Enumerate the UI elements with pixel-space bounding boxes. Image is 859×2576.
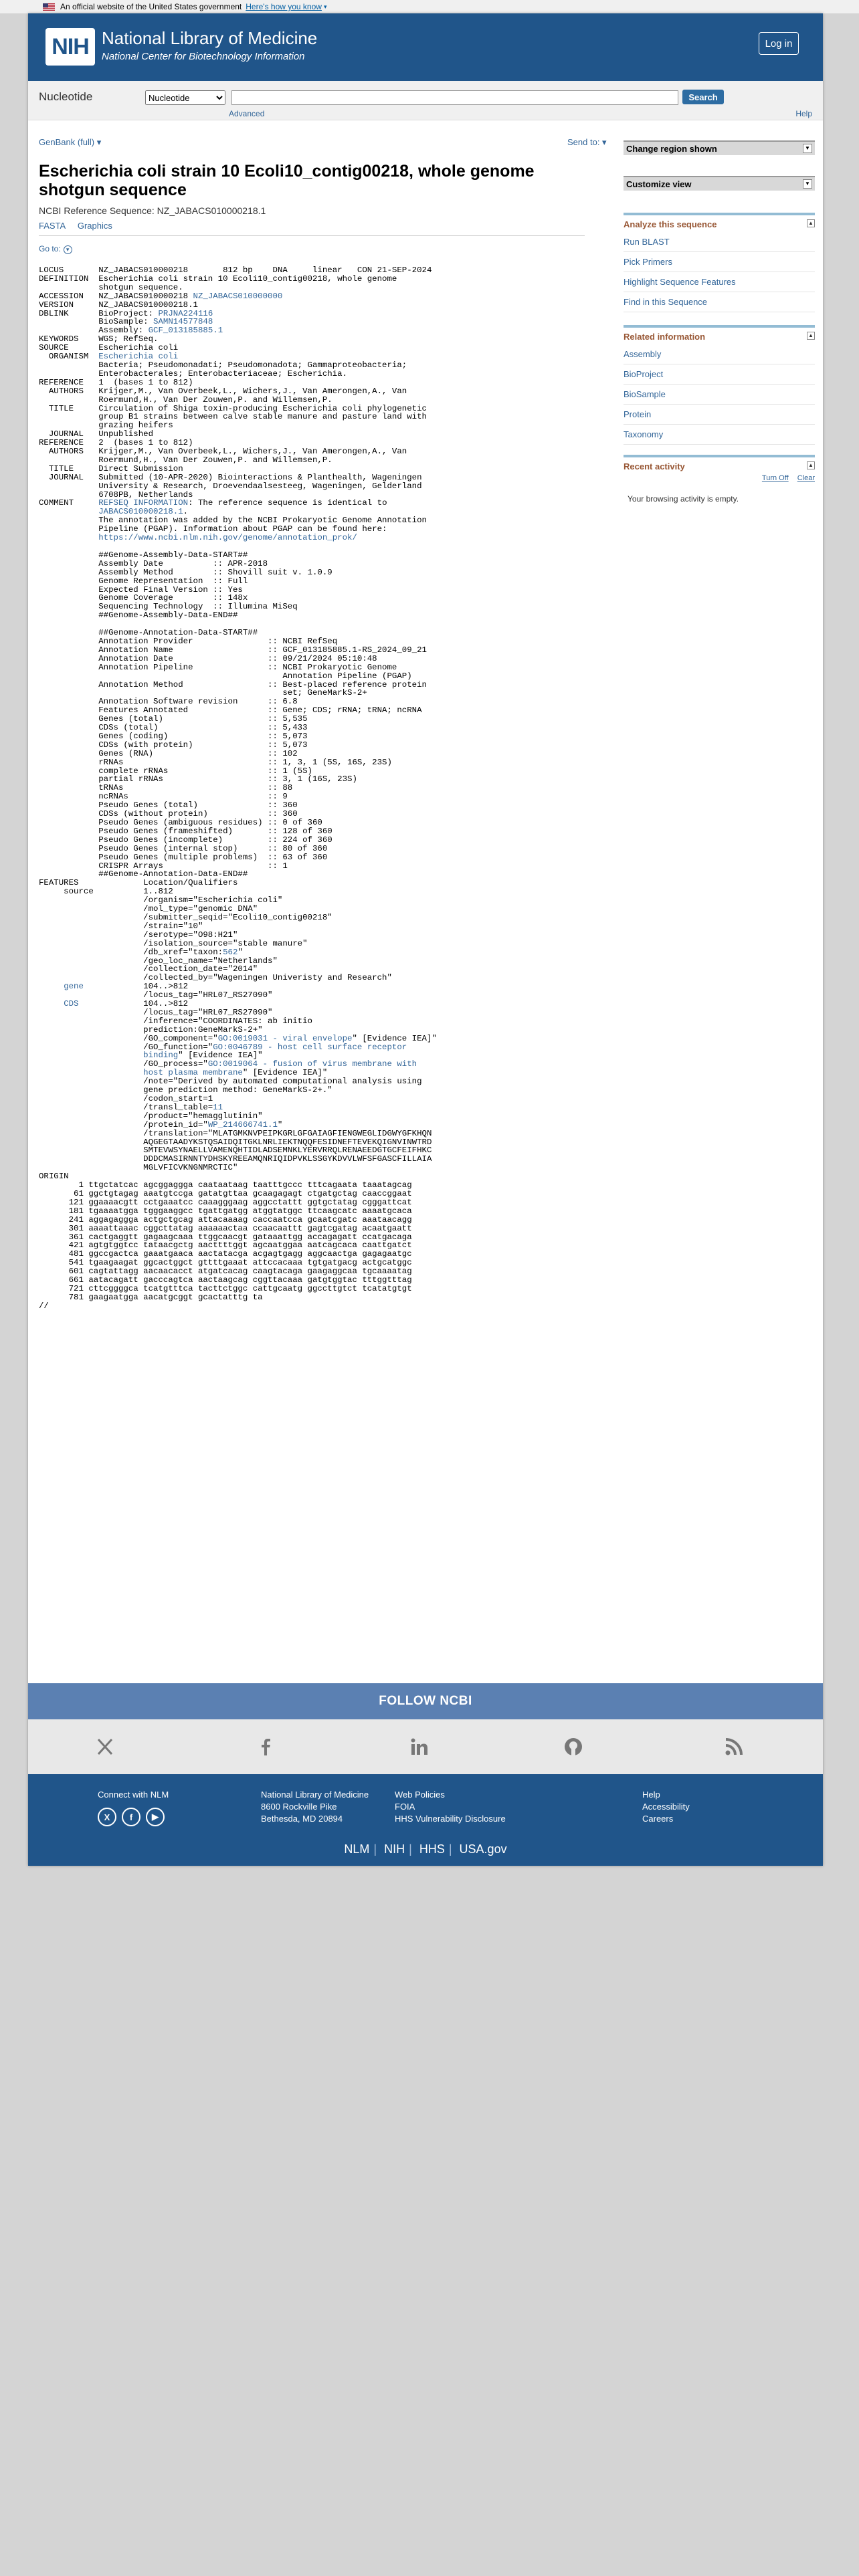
foia-link[interactable]: FOIA xyxy=(395,1802,415,1812)
analyze-portlet xyxy=(624,213,815,312)
gov-banner-text: An official website of the United States government xyxy=(60,2,242,11)
gene-feature-link[interactable]: gene xyxy=(64,982,84,992)
identical-record-link[interactable]: JABACS010000218.1 xyxy=(98,507,183,517)
cds-feature-link[interactable]: CDS xyxy=(64,999,79,1009)
facebook-icon[interactable] xyxy=(256,1737,276,1757)
genbank-record: LOCUS NZ_JABACS010000218 812 bp DNA linear CON 21-SEP-2024 DEFINITION Escherichia coli strain 10 Ecoli10_contig00218, whole genome shotgun sequence. ACCESSION NZ_JABACS010000218 NZ_JABACS010000000 VERSION NZ_JABACS010000218.1 DBLINK BioProject: PRJNA224116 BioSample: SAMN14577848 Assembly: GCF_013185885.1 KEYWORDS WGS; RefSeq. SOURCE Escherichia coli ORGANISM Escherichia coli Bacteria; Pseudomonadati; Pseudomonadota; Gammaproteobacteria; Enterobacterales; Enterobacteriaceae; Escherichia. REFERENCE 1 (bases 1 to 812) AUTHORS Krijger,M., Van Overbeek,L., Wichers,J., Van Amerongen,A., Van Roermund,H., Van Der Zouwen,P. and Willemsen,P. TITLE Circulation of Shiga toxin-producing Escherichia coli phylogenetic group B1 strains between calve stable manure and pasture land with grazing heifers JOURNAL Unpublished REFERENCE 2 (bases 1 to 812) AUTHORS Krijger,M., Van Overbeek,L., Wichers,J., Van Amerongen,A., Van Roermund,H., Van Der Zouwen,P. and Willemsen,P. TITLE Direct Submission JOURNAL Submitted (10-APR-2020) Biointeractions & Planthealth, Wageningen University & Research, Droevendaalsesteeg, Wageningen, Gelderland 6708PB, Netherlands COMMENT REFSEQ INFORMATION: The reference sequence is identical to JABACS010000218.1. The annotation was added by the NCBI Prokaryotic Genome Annotation Pipeline (PGAP). Information about PGAP can be found here: https://www.ncbi.nlm.nih.gov/genome/annotation_prok/ ##Genome-Assembly-Data-START## Assembly Date :: APR-2018 Assembly Method :: Shovill suit v. 1.0.9 Genome Representation :: Full Expected Final Version :: Yes Genome Coverage :: 148x Sequencing Technology :: Illumina MiSeq ##Genome-Assembly-Data-END## ##Genome-Annotation-Data-START## Annotation Provider :: NCBI RefSeq Annotation Name :: GCF_013185885.1-RS_2024_09_21 Annotation Date :: 09/21/2024 05:10:48 Annotation Pipeline :: NCBI Prokaryotic Genome Annotation Pipeline (PGAP) Annotation Method :: Best-placed reference protein set; GeneMarkS-2+ Annotation Software revision :: 6.8 Features Annotated :: Gene; CDS; rRNA; tRNA; ncRNA Genes (total) :: 5,535 CDSs (total) :: 5,433 Genes (coding) :: 5,073 CDSs (with protein) :: 5,073 Genes (RNA) :: 102 rRNAs :: 1, 3, 1 (5S, 16S, 23S) complete rRNAs :: 1 (5S) partial rRNAs :: 3, 1 (16S, 23S) tRNAs :: 88 ncRNAs :: 9 Pseudo Genes (total) :: 360 CDSs (without protein) :: 360 Pseudo Genes (ambiguous residues) :: 0 of 360 Pseudo Genes (frameshifted) :: 128 of 360 Pseudo Genes (incomplete) :: 224 of 360 Pseudo Genes (internal stop) :: 80 of 360 Pseudo Genes (multiple problems) :: 63 of 360 CRISPR Arrays :: 1 ##Genome-Annotation-Data-END## FEATURES Location/Qualifiers source 1..812 /organism="Escherichia coli" /mol_type="genomic DNA" /submitter_seqid="Ecoli10_contig00218" /strain="10" /serotype="O98:H21" /isolation_source="stable manure" /db_xref="taxon:562" /geo_loc_name="Netherlands" /collection_date="2014" /collected_by="Wageningen Univeristy and Research" gene 104..>812 /locus_tag="HRL07_RS27090" CDS 104..>812 /locus_tag="HRL07_RS27090" /inference="COORDINATES: ab initio prediction:GeneMarkS-2+" /GO_component="GO:0019031 - viral envelope" [Evidence IEA]" /GO_function="GO:0046789 - host cell surface receptor binding" [Evidence IEA]" /GO_process="GO:0019064 - fusion of virus membrane with host plasma membrane" [Evidence IEA]" /note="Derived by automated computational analysis using gene prediction method: GeneMarkS-2+." /codon_start=1 /transl_table=11 /product="hemagglutinin" /protein_id="WP_214666741.1" /translation="MLATGMKNVPEIPKGRLGFGAIAGFIENGWEGLIDGWYGFKHQN AQGEGTAADYKSTQSAIDQITGKLNRLIEKTNQQFESIDNEFTEVEKQIGNVINWTRD SMTEVWSYNAELLVAMENQHTIDLADSEMNKLYERVRRQLRENAEEDGTGCFEIFHKC DDDCMASIRNNTYDHSKYREEAMQNRIQIDPVKLSSGYKDVVLWFSFGASCFILLAIA MGLVFICVKNGNMRCTIC" ORIGIN 1 ttgctatcac agcggaggga caataataag taatttgccc tttcagaata taaatagcag 61 ggctgtagag aaatgtccga gatatgttaa gcaagagagt ctgatgctag caaccggaat 121 ggaaaacgtt cctgaaatcc caaagggaag aggcctattt ggtgctatag cgggattcat 181 tgaaaatgga tgggaaggcc tgattgatgg atggtatggc ttcaagcatc aaaatgcaca 241 aggagaggga actgctgcag attacaaaag caccaatcca gcaatcgatc aaataacagg 301 aaaattaaac cggcttatag aaaaaactaa ccaacaattt gagtcgatag acaatgaatt 361 cactgaggtt gagaagcaaa ttggcaacgt gataaattgg accagagatt ccatgacaga 421 agtgtggtcc tataacgctg aacttttggt agcaatggaa aatcagcaca caattgatct 481 ggccgactca gaaatgaaca aactatacga acgagtgagg aggcaactga gagagaatgc 541 tgaagaagat ggcactggct gttttgaaat attccacaaa tgtgatgacg actgcatggc 601 cagtattagg aacaacacct atgatcacag caagtacaga gaagaggcaa tgcaaaatag 661 aatacagatt gacccagtca aactaagcag cggttacaaa gatgtggtac tttggtttag 721 cttcggggca tcatgtttca tacttctggc cattgcaatg ggccttgtct tcatatgtgt 781 gaagaatgga aacatgcggt gcactatttg ta // xyxy=(39,265,437,1311)
web-policies-link[interactable]: Web Policies xyxy=(395,1790,445,1800)
analyze-title: Analyze this sequence xyxy=(624,219,717,229)
help-links xyxy=(642,1789,690,1825)
related-title: Related information xyxy=(624,332,706,342)
goto-link[interactable]: Go to: xyxy=(39,244,61,253)
refseq-information-link[interactable]: REFSEQ INFORMATION xyxy=(98,498,189,508)
site-footer xyxy=(28,1774,823,1866)
graphics-link[interactable]: Graphics xyxy=(77,221,112,231)
heres-how-link[interactable]: Here's how you know xyxy=(246,2,322,11)
social-bar xyxy=(28,1719,823,1774)
assembly-link[interactable]: GCF_013185885.1 xyxy=(148,326,223,336)
find-in-sequence-link[interactable]: Find in this Sequence xyxy=(624,292,815,312)
policy-links xyxy=(395,1789,506,1825)
chevron-down-icon[interactable]: ▼ xyxy=(803,144,812,153)
database-label: Nucleotide xyxy=(39,90,93,103)
recent-empty-message: Your browsing activity is empty. xyxy=(628,494,739,504)
linkedin-icon[interactable] xyxy=(409,1737,430,1757)
login-button[interactable]: Log in xyxy=(759,32,799,55)
accessibility-link[interactable]: Accessibility xyxy=(642,1802,690,1812)
chevron-down-icon[interactable]: ▾ xyxy=(64,245,72,254)
rss-icon[interactable] xyxy=(724,1737,744,1757)
pick-primers-link[interactable]: Pick Primers xyxy=(624,252,815,272)
x-icon[interactable]: X xyxy=(98,1808,116,1826)
follow-ncbi-heading: FOLLOW NCBI xyxy=(28,1683,823,1719)
footer-social xyxy=(98,1808,170,1826)
x-icon[interactable] xyxy=(95,1737,115,1757)
site-header xyxy=(28,13,823,81)
nlm-link[interactable]: NLM xyxy=(344,1842,370,1856)
bioproject-link[interactable]: PRJNA224116 xyxy=(158,308,213,318)
nih-logo[interactable]: NIH xyxy=(45,28,95,66)
divider xyxy=(39,235,585,236)
help-footer-link[interactable]: Help xyxy=(642,1790,660,1800)
footer-agency-links: NLM | NIH | HHS | USA.gov xyxy=(344,1842,507,1856)
related-biosample-link[interactable]: BioSample xyxy=(624,385,815,405)
github-icon[interactable] xyxy=(563,1737,583,1757)
hhs-vulnerability-link[interactable]: HHS Vulnerability Disclosure xyxy=(395,1814,506,1824)
taxon-link[interactable]: 562 xyxy=(223,947,238,957)
run-blast-link[interactable]: Run BLAST xyxy=(624,232,815,252)
organism-link[interactable]: Escherichia coli xyxy=(98,352,179,362)
clear-link[interactable]: Clear xyxy=(797,474,815,482)
facebook-icon[interactable]: f xyxy=(122,1808,140,1826)
recent-title: Recent activity xyxy=(624,461,685,471)
refseq-id: NCBI Reference Sequence: NZ_JABACS010000218.1 xyxy=(39,205,266,216)
usa-gov-link[interactable]: USA.gov xyxy=(459,1842,507,1856)
customize-view-bar[interactable]: Customize view ▼ xyxy=(624,176,815,191)
search-button[interactable]: Search xyxy=(682,90,724,104)
ncbi-subtitle: National Center for Biotechnology Information xyxy=(102,51,305,62)
format-links xyxy=(39,221,122,231)
go-function-link[interactable]: GO:0046789 - host cell surface receptor binding xyxy=(143,1042,407,1061)
connect-label: Connect with NLM xyxy=(98,1790,169,1800)
related-bioproject-link[interactable]: BioProject xyxy=(624,364,815,385)
gov-banner xyxy=(0,0,859,13)
related-taxonomy-link[interactable]: Taxonomy xyxy=(624,425,815,445)
related-protein-link[interactable]: Protein xyxy=(624,405,815,425)
chevron-down-icon: ▾ xyxy=(323,3,327,10)
help-link[interactable]: Help xyxy=(795,109,812,118)
biosample-link[interactable]: SAMN14577848 xyxy=(153,317,213,327)
database-select[interactable] xyxy=(145,90,225,105)
collapse-icon[interactable]: ▲ xyxy=(807,461,815,469)
goto[interactable] xyxy=(39,244,72,254)
advanced-search-link[interactable]: Advanced xyxy=(229,109,265,118)
format-menu[interactable]: GenBank (full) ▾ xyxy=(39,137,102,147)
page xyxy=(28,13,823,1866)
nih-link[interactable]: NIH xyxy=(384,1842,405,1856)
go-process-link[interactable]: GO:0019064 - fusion of virus membrane with host plasma membrane xyxy=(143,1059,417,1078)
nlm-title[interactable]: National Library of Medicine xyxy=(102,28,318,48)
hhs-link[interactable]: HHS xyxy=(419,1842,445,1856)
pgap-link[interactable]: https://www.ncbi.nlm.nih.gov/genome/annotation_prok/ xyxy=(98,533,357,543)
us-flag-icon xyxy=(43,3,55,11)
go-component-link[interactable]: GO:0019031 - viral envelope xyxy=(217,1033,353,1043)
related-portlet xyxy=(624,325,815,445)
address-line[interactable]: National Library of Medicine xyxy=(261,1790,369,1800)
highlight-features-link[interactable]: Highlight Sequence Features xyxy=(624,272,815,292)
youtube-icon[interactable]: ▶ xyxy=(146,1808,165,1826)
protein-id-link[interactable]: WP_214666741.1 xyxy=(207,1119,278,1130)
recent-controls xyxy=(755,474,815,482)
transl-table-link[interactable]: 11 xyxy=(213,1102,223,1112)
collapse-icon[interactable]: ▲ xyxy=(807,219,815,227)
careers-link[interactable]: Careers xyxy=(642,1814,674,1824)
record-title: Escherichia coli strain 10 Ecoli10_contig00218, whole genome shotgun sequence xyxy=(39,162,535,199)
collapse-icon[interactable]: ▲ xyxy=(807,332,815,340)
recent-activity-portlet xyxy=(624,455,815,504)
send-to-menu[interactable]: Send to: ▾ xyxy=(567,137,607,147)
address-line: Bethesda, MD 20894 xyxy=(261,1814,343,1824)
related-assembly-link[interactable]: Assembly xyxy=(624,344,815,364)
change-region-bar[interactable]: Change region shown ▼ xyxy=(624,140,815,155)
search-bar xyxy=(28,81,823,120)
fasta-link[interactable]: FASTA xyxy=(39,221,66,231)
turn-off-link[interactable]: Turn Off xyxy=(761,474,789,482)
nlm-address xyxy=(261,1789,369,1825)
search-input[interactable] xyxy=(231,90,678,105)
accession-link[interactable]: NZ_JABACS010000000 xyxy=(193,291,283,301)
chevron-down-icon[interactable]: ▼ xyxy=(803,179,812,189)
address-line: 8600 Rockville Pike xyxy=(261,1802,337,1812)
